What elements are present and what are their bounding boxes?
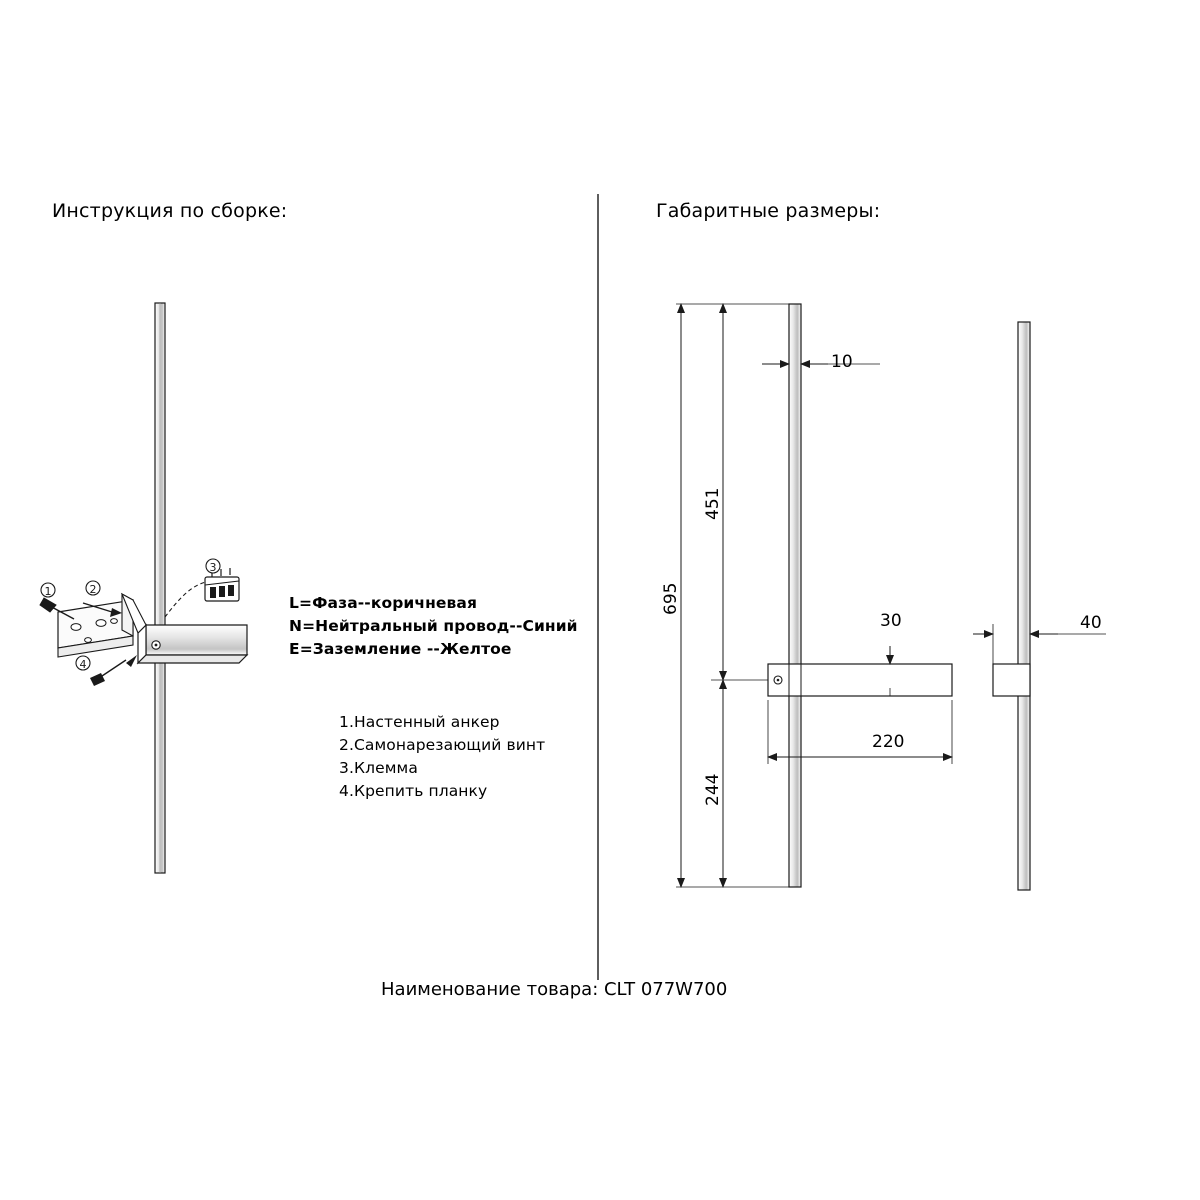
wiring-line-e: E=Заземление --Желтое [289, 640, 512, 658]
part-item-4: 4.Крепить планку [339, 782, 488, 800]
dimension-thickness-10: 10 [831, 352, 853, 372]
svg-text:3: 3 [209, 561, 217, 574]
svg-text:1: 1 [44, 585, 52, 598]
svg-text:2: 2 [89, 583, 97, 596]
wall-plate [58, 594, 146, 657]
wiring-line-n: N=Нейтральный провод--Синий [289, 617, 578, 635]
part-item-3: 3.Клемма [339, 759, 418, 777]
part-item-1: 1.Настенный анкер [339, 713, 500, 731]
dimension-total-695: 695 [661, 582, 681, 615]
svg-text:4: 4 [79, 658, 87, 671]
bracket-fixing-screw [76, 655, 137, 686]
luminaire-bar-assembly [155, 303, 165, 873]
dimension-bracket-width-220: 220 [872, 732, 905, 752]
wiring-line-l: L=Фаза--коричневая [289, 594, 478, 612]
dimension-depth-40: 40 [1080, 613, 1102, 633]
assembly-illustration [40, 303, 247, 873]
dimension-upper-451: 451 [703, 487, 723, 520]
terminal-block-callout [165, 559, 239, 617]
assembly-heading: Инструкция по сборке: [52, 200, 288, 222]
dimension-bracket-height-30: 30 [880, 611, 902, 631]
side-view [973, 322, 1106, 890]
dimensions-heading: Габаритные размеры: [656, 200, 881, 222]
dimension-lower-244: 244 [703, 773, 723, 806]
part-item-2: 2.Самонарезающий винт [339, 736, 546, 754]
mounting-arm [138, 625, 247, 663]
product-name-footer: Наименование товара: CLT 077W700 [381, 979, 728, 1000]
